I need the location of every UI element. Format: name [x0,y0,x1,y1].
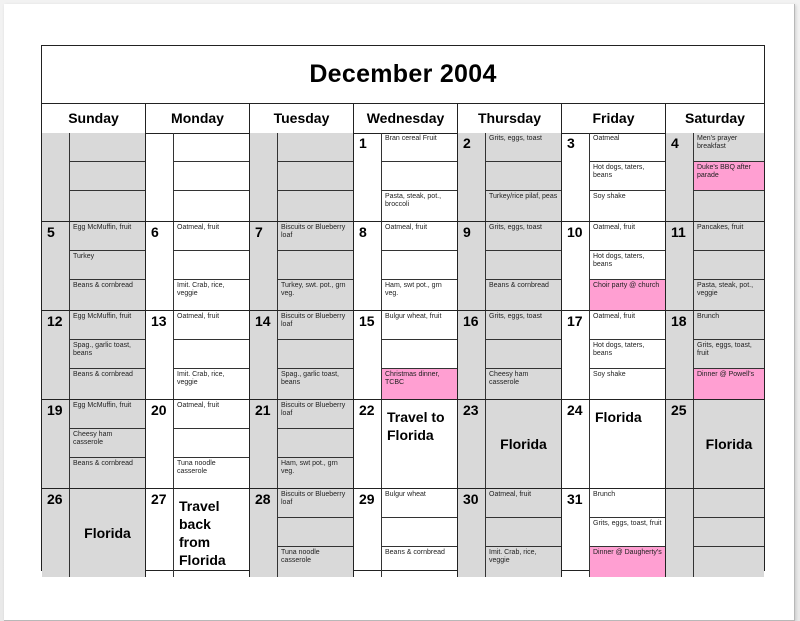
breakfast-slot[interactable]: Oatmeal, fruit [174,311,249,340]
weekday-header-friday: Friday [562,103,666,133]
dinner-slot[interactable]: Beans & cornbread [486,280,561,310]
dinner-slot[interactable]: Christmas dinner, TCBC [382,369,457,399]
date-column [354,489,382,577]
date-number: 18 [671,313,687,329]
lunch-slot[interactable] [174,340,249,369]
lunch-slot[interactable] [278,162,353,191]
day-event-text: Florida [694,400,764,488]
week-row [42,222,764,311]
empty-day-cell[interactable] [146,133,250,221]
lunch-slot[interactable]: Turkey [70,251,145,280]
date-number: 16 [463,313,479,329]
dinner-slot[interactable]: Beans & cornbread [385,549,445,556]
meal-slots [70,133,145,221]
week-row [42,133,764,222]
breakfast-slot[interactable]: Bran cereal Fruit [382,133,457,162]
breakfast-slot[interactable]: Oatmeal, fruit [174,400,249,429]
dinner-slot[interactable]: Ham, swt pot., grn veg. [278,458,353,488]
day-cell-5[interactable] [42,222,146,310]
day-event-text: Florida [70,489,145,577]
date-number: 27 [151,491,167,507]
date-number: 5 [47,224,55,240]
lunch-slot[interactable] [486,518,561,547]
dinner-slot[interactable]: Turkey, swt. pot., grn veg. [278,280,353,310]
breakfast-slot[interactable]: Men's prayer breakfast [694,133,764,162]
dinner-slot[interactable]: Beans & cornbread [70,458,145,488]
date-column [562,222,590,310]
day-event-text: Florida [595,409,642,425]
date-number: 28 [255,491,271,507]
breakfast-slot[interactable]: Grits, eggs, toast [486,222,561,251]
breakfast-slot[interactable]: Egg McMuffin, fruit [70,400,145,429]
lunch-slot[interactable] [694,518,764,547]
dinner-slot[interactable]: Ham, swt pot., grn veg. [385,282,442,297]
calendar-title: December 2004 [42,46,764,104]
calendar-table [41,45,765,571]
dinner-slot[interactable]: Imit. Crab, rice, veggie [177,282,225,297]
lunch-slot[interactable] [278,429,353,458]
day-cell-10[interactable] [562,222,666,310]
dinner-slot[interactable]: Dinner @ Daugherty's [590,547,665,577]
date-number: 9 [463,224,471,240]
meal-slots [174,400,249,488]
date-column [354,222,382,310]
date-number: 30 [463,491,479,507]
lunch-slot[interactable] [486,162,561,191]
meal-slots [486,133,561,221]
day-cell-20[interactable] [146,400,250,488]
date-number: 22 [359,402,375,418]
weekday-header-wednesday: Wednesday [354,103,458,133]
date-column [250,133,278,221]
meal-slots [382,133,457,221]
week-row [42,400,764,489]
dinner-slot[interactable]: Pasta, steak, pot., broccoli [385,193,442,208]
date-column [146,311,174,399]
dinner-slot[interactable] [694,547,764,577]
lunch-slot[interactable]: Hot dogs, taters, beans [590,251,665,280]
dinner-slot[interactable]: Turkey/rice pilaf, peas [486,191,561,221]
dinner-slot[interactable]: Soy shake [593,371,626,378]
weekday-header-thursday: Thursday [458,103,562,133]
date-column [42,311,70,399]
breakfast-slot[interactable]: Biscuits or Blueberry loaf [278,489,353,518]
dinner-slot[interactable]: Beans & cornbread [70,280,145,310]
breakfast-slot[interactable]: Egg McMuffin, fruit [70,222,145,251]
meal-slots [278,489,353,577]
lunch-slot[interactable] [70,162,145,191]
day-cell-1[interactable] [354,133,458,221]
meal-slots [70,222,145,310]
breakfast-slot[interactable]: Oatmeal, fruit [486,489,561,518]
dinner-slot[interactable] [278,191,353,221]
weekday-header-row [42,103,764,134]
lunch-slot[interactable] [486,340,561,369]
date-column [354,311,382,399]
day-cell-25[interactable] [666,400,764,488]
dinner-slot[interactable] [174,191,249,221]
breakfast-slot[interactable]: Oatmeal, fruit [590,222,665,251]
date-column [666,222,694,310]
weekday-header-monday: Monday [146,103,250,133]
breakfast-slot[interactable]: Bulgur wheat [382,489,457,518]
dinner-slot[interactable]: Choir party @ church [590,280,665,310]
date-column [562,311,590,399]
date-number: 21 [255,402,271,418]
day-cell-21[interactable] [250,400,354,488]
date-number: 26 [47,491,63,507]
date-column [250,222,278,310]
date-column [146,133,174,221]
dinner-slot[interactable] [694,191,764,221]
meal-slots [486,311,561,399]
weekday-header-tuesday: Tuesday [250,103,354,133]
day-event-text: Travel back from Florida [179,498,226,568]
lunch-slot[interactable]: Cheesy ham casserole [70,429,145,458]
meal-slots [694,489,764,577]
dinner-slot[interactable]: Pasta, steak, pot., veggie [694,280,764,310]
breakfast-slot[interactable]: Egg McMuffin, fruit [70,311,145,340]
breakfast-slot[interactable]: Biscuits or Blueberry loaf [278,400,353,429]
day-cell-13[interactable] [146,311,250,399]
breakfast-slot[interactable] [70,133,145,162]
date-number: 4 [671,135,679,151]
empty-day-cell[interactable] [666,489,764,577]
date-number: 23 [463,402,479,418]
meal-slots [278,311,353,399]
day-cell-16[interactable] [458,311,562,399]
breakfast-slot[interactable]: Oatmeal, fruit [174,222,249,251]
date-column [354,133,382,221]
dinner-slot[interactable]: Beans & cornbread [70,369,145,399]
meal-slots [174,133,249,221]
lunch-slot[interactable] [382,251,457,280]
day-cell-23[interactable] [458,400,562,488]
lunch-slot[interactable] [382,162,457,191]
date-number: 20 [151,402,167,418]
day-cell-26[interactable] [42,489,146,577]
lunch-slot[interactable]: Grits, eggs, toast, fruit [590,518,665,547]
date-number: 3 [567,135,575,151]
date-number: 11 [671,224,686,240]
meal-slots [590,489,665,577]
breakfast-slot[interactable] [174,133,249,162]
day-cell-8[interactable] [354,222,458,310]
dinner-slot[interactable]: Dinner @ Powell's [694,369,764,399]
day-cell-9[interactable] [458,222,562,310]
meal-slots [382,489,457,577]
date-column [354,400,382,488]
date-column [250,311,278,399]
date-number: 1 [359,135,367,151]
date-column [42,133,70,221]
date-column [42,400,70,488]
lunch-slot[interactable] [174,429,249,458]
date-column [458,400,486,488]
lunch-slot[interactable] [382,518,457,547]
date-column [562,133,590,221]
meal-slots [590,311,665,399]
date-column [458,489,486,577]
meal-slots [278,222,353,310]
date-column [458,133,486,221]
day-event-text: Travel to Florida [387,409,445,443]
dinner-slot[interactable]: Tuna noodle casserole [278,547,353,577]
date-column [666,400,694,488]
day-cell-24[interactable] [562,400,666,488]
meal-slots [382,311,457,399]
lunch-slot[interactable] [486,251,561,280]
date-number: 29 [359,491,375,507]
meal-slots [694,222,764,310]
date-column [42,489,70,577]
meal-slots [70,400,145,488]
date-column [666,489,694,577]
breakfast-slot[interactable]: Brunch [590,489,665,518]
date-column [146,222,174,310]
empty-day-cell[interactable] [250,133,354,221]
date-column [458,311,486,399]
lunch-slot[interactable] [694,251,764,280]
breakfast-slot[interactable]: Pancakes, fruit [694,222,764,251]
meal-slots [590,222,665,310]
date-number: 17 [567,313,583,329]
lunch-slot[interactable]: Hot dogs, taters, beans [590,162,665,191]
breakfast-slot[interactable]: Grits, eggs, toast [486,133,561,162]
meal-slots [486,489,561,577]
meal-slots [382,222,457,310]
day-cell-31[interactable] [562,489,666,577]
meal-slots [694,311,764,399]
day-cell-27[interactable] [146,489,250,577]
date-column [666,311,694,399]
day-cell-11[interactable] [666,222,764,310]
day-cell-4[interactable] [666,133,764,221]
day-cell-19[interactable] [42,400,146,488]
week-row [42,311,764,400]
meal-slots [174,222,249,310]
weekday-header-saturday: Saturday [685,110,745,126]
meal-slots [278,133,353,221]
day-cell-14[interactable] [250,311,354,399]
breakfast-slot[interactable]: Biscuits or Blueberry loaf [278,222,353,251]
date-number: 10 [567,224,583,240]
document-page [4,4,795,621]
date-number: 24 [567,402,583,418]
lunch-slot[interactable]: Duke's BBQ after parade [694,162,764,191]
dinner-slot[interactable]: Spag., garlic toast, beans [278,369,353,399]
day-cell-29[interactable] [354,489,458,577]
day-cell-18[interactable] [666,311,764,399]
weekday-header-sunday: Sunday [42,103,146,133]
dinner-slot[interactable] [70,191,145,221]
breakfast-slot[interactable] [278,133,353,162]
breakfast-slot[interactable]: Oatmeal [590,133,665,162]
date-number: 6 [151,224,159,240]
breakfast-slot[interactable] [694,489,764,518]
breakfast-slot[interactable]: Brunch [694,311,764,340]
breakfast-slot[interactable]: Bulgur wheat, fruit [382,311,457,340]
date-column [250,400,278,488]
date-number: 12 [47,313,63,329]
dinner-slot[interactable]: Tuna noodle casserole [177,460,216,475]
breakfast-slot[interactable]: Oatmeal, fruit [590,311,665,340]
date-number: 13 [151,313,167,329]
day-cell-7[interactable] [250,222,354,310]
day-cell-12[interactable] [42,311,146,399]
date-number: 15 [359,313,375,329]
lunch-slot[interactable] [278,251,353,280]
meal-slots [278,400,353,488]
day-cell-17[interactable] [562,311,666,399]
lunch-slot[interactable] [382,340,457,369]
date-column [250,489,278,577]
date-column [562,489,590,577]
day-cell-28[interactable] [250,489,354,577]
date-column [562,400,590,488]
lunch-slot[interactable]: Spag., garlic toast, beans [70,340,145,369]
date-number: 8 [359,224,367,240]
dinner-slot[interactable]: Imit. Crab, rice, veggie [177,371,225,386]
week-row [42,489,764,577]
date-number: 25 [671,402,687,418]
day-cell-30[interactable] [458,489,562,577]
dinner-slot[interactable]: Soy shake [593,193,626,200]
day-cell-2[interactable] [458,133,562,221]
date-number: 14 [255,313,271,329]
day-cell-22[interactable] [354,400,458,488]
lunch-slot[interactable] [278,518,353,547]
breakfast-slot[interactable]: Grits, eggs, toast [486,311,561,340]
date-number: 7 [255,224,263,240]
day-cell-15[interactable] [354,311,458,399]
lunch-slot[interactable] [174,162,249,191]
meal-slots [174,311,249,399]
lunch-slot[interactable] [174,251,249,280]
day-cell-6[interactable] [146,222,250,310]
empty-day-cell[interactable] [42,133,146,221]
meal-slots [694,133,764,221]
meal-slots [70,311,145,399]
breakfast-slot[interactable]: Biscuits or Blueberry loaf [278,311,353,340]
meal-slots [590,133,665,221]
date-column [666,133,694,221]
date-number: 31 [567,491,583,507]
date-column [146,400,174,488]
date-column [146,489,174,577]
day-cell-3[interactable] [562,133,666,221]
lunch-slot[interactable]: Grits, eggs, toast, fruit [694,340,764,369]
lunch-slot[interactable] [278,340,353,369]
dinner-slot[interactable]: Imit. Crab, rice, veggie [486,547,561,577]
date-column [42,222,70,310]
meal-slots [486,222,561,310]
breakfast-slot[interactable]: Oatmeal, fruit [382,222,457,251]
date-number: 19 [47,402,63,418]
day-event-text: Florida [486,400,561,488]
date-number: 2 [463,135,471,151]
date-column [458,222,486,310]
lunch-slot[interactable]: Hot dogs, taters, beans [590,340,665,369]
dinner-slot[interactable]: Cheesy ham casserole [486,369,561,399]
